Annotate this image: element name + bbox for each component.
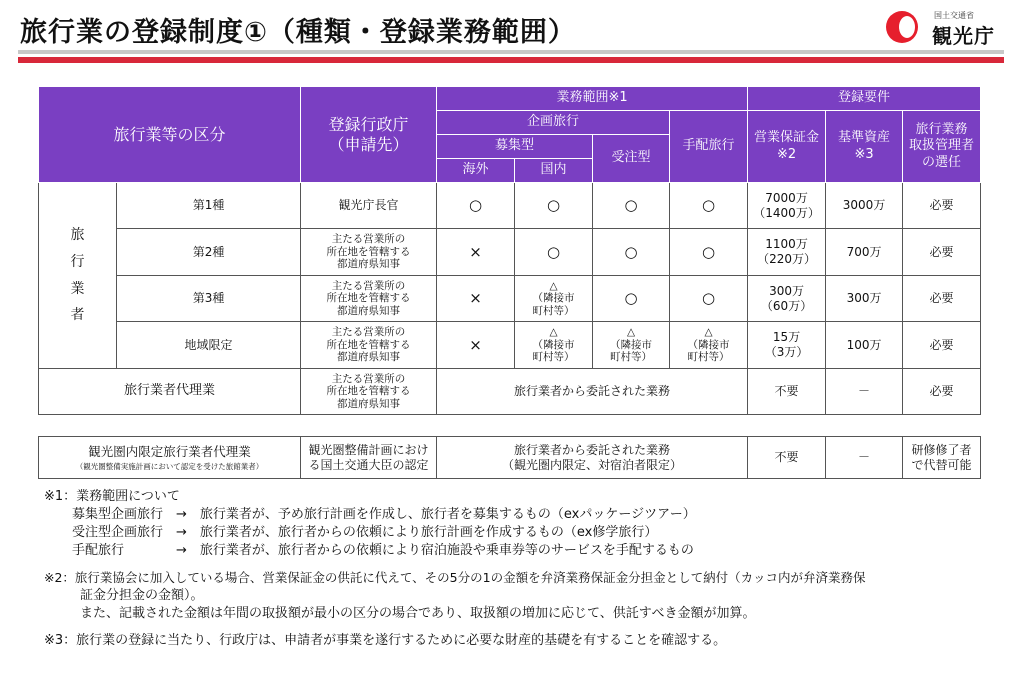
- header-category: 旅行業等の区分: [39, 87, 301, 183]
- row-kind: 第2種: [117, 229, 301, 276]
- sub-deposit: 不要: [748, 437, 826, 479]
- row-assets: 300万: [826, 276, 903, 322]
- table-row: [39, 369, 981, 415]
- sub-kind-label: 観光圏内限定旅行業者代理業: [88, 444, 251, 459]
- row-overseas: ×: [437, 229, 515, 276]
- header-scope: 業務範囲※1: [437, 87, 748, 111]
- agent-manager: 必要: [903, 369, 981, 415]
- row-overseas: ×: [437, 322, 515, 369]
- header-assets: 基準資産 ※3: [826, 111, 903, 183]
- row-overseas: ×: [437, 276, 515, 322]
- row-deposit: 1100万 （220万）: [748, 229, 826, 276]
- row-arrange: ○: [670, 183, 748, 229]
- row-deposit: 7000万 （1400万）: [748, 183, 826, 229]
- note-2-line-2: 証金分担金の金額）。: [80, 588, 204, 603]
- header-overseas: 海外: [437, 159, 515, 183]
- header-planned-travel: 企画旅行: [437, 111, 670, 135]
- title-divider-gray: [18, 50, 1004, 54]
- row-deposit: 300万 （60万）: [748, 276, 826, 322]
- footnotes: [44, 488, 865, 650]
- row-domestic: △ （隣接市 町村等）: [515, 276, 593, 322]
- sub-kind-note: （観光圏整備実施計画において認定を受けた旅館業者）: [75, 461, 264, 471]
- row-manager: 必要: [903, 183, 981, 229]
- row-order: ○: [593, 229, 670, 276]
- row-overseas: ○: [437, 183, 515, 229]
- note-3: ※3：旅行業の登録に当たり、行政庁は、申請者が事業を遂行するために必要な財産的基礎を有することを確認する。: [44, 633, 727, 648]
- sub-kind: [39, 437, 301, 479]
- logo-agency-text: 観光庁: [932, 24, 995, 48]
- table-row: [39, 322, 981, 369]
- row-order: △ （隣接市 町村等）: [593, 322, 670, 369]
- agent-assets: －: [826, 369, 903, 415]
- row-deposit: 15万 （3万）: [748, 322, 826, 369]
- agent-kind: 旅行業者代理業: [39, 369, 301, 415]
- header-manager: 旅行業務 取扱管理者 の選任: [903, 111, 981, 183]
- note-1-recruit: 募集型企画旅行 → 旅行業者が、予め旅行計画を作成し、旅行者を募集するもの（exパッケージツアー）: [72, 507, 696, 522]
- header-requirements: 登録要件: [748, 87, 981, 111]
- sub-scope: 旅行業者から委託された業務 （観光圏内限定、対宿泊者限定）: [437, 437, 748, 479]
- agent-scope: 旅行業者から委託された業務: [437, 369, 748, 415]
- registration-table: [38, 86, 981, 415]
- header-deposit: 営業保証金 ※2: [748, 111, 826, 183]
- agent-deposit: 不要: [748, 369, 826, 415]
- row-agency: 主たる営業所の 所在地を管轄する 都道府県知事: [301, 276, 437, 322]
- row-arrange: △ （隣接市 町村等）: [670, 322, 748, 369]
- note-2-line-1: ※2：旅行業協会に加入している場合、営業保証金の供託に代えて、その5分の1の金額を弁済業務保証金分担金として納付（カッコ内が弁済業務保: [44, 570, 866, 585]
- header-order: 受注型: [593, 135, 670, 183]
- note-1-arrange: 手配旅行 → 旅行業者が、旅行者からの依頼により宿泊施設や乗車券等のサービスを手配するもの: [72, 543, 694, 558]
- row-manager: 必要: [903, 229, 981, 276]
- row-manager: 必要: [903, 322, 981, 369]
- sub-agency: 観光圏整備計画におけ る国土交通大臣の認定: [301, 437, 437, 479]
- row-arrange: ○: [670, 229, 748, 276]
- row-arrange: ○: [670, 276, 748, 322]
- row-assets: 100万: [826, 322, 903, 369]
- row-kind: 地域限定: [117, 322, 301, 369]
- row-agency: 主たる営業所の 所在地を管轄する 都道府県知事: [301, 322, 437, 369]
- header-agency: 登録行政庁 （申請先）: [301, 87, 437, 183]
- page-title: 旅行業の登録制度①（種類・登録業務範囲）: [20, 17, 576, 48]
- logo-ministry-text: 国土交通省: [934, 11, 974, 20]
- row-agency: 観光庁長官: [301, 183, 437, 229]
- tourism-zone-agent-table: [38, 436, 981, 479]
- table-row: [39, 183, 981, 229]
- header-domestic: 国内: [515, 159, 593, 183]
- note-2-line-3: また、記載された金額は年間の取扱額が最小の区分の場合であり、取扱額の増加に応じて、供託すべき金額が加算。: [80, 606, 756, 621]
- row-order: ○: [593, 183, 670, 229]
- row-domestic: △ （隣接市 町村等）: [515, 322, 593, 369]
- table-row: [39, 276, 981, 322]
- row-domestic: ○: [515, 229, 593, 276]
- sub-manager: 研修修了者 で代替可能: [903, 437, 981, 479]
- row-agency: 主たる営業所の 所在地を管轄する 都道府県知事: [301, 229, 437, 276]
- row-order: ○: [593, 276, 670, 322]
- row-domestic: ○: [515, 183, 593, 229]
- header-recruit: 募集型: [437, 135, 593, 159]
- note-1-order: 受注型企画旅行 → 旅行業者が、旅行者からの依頼により旅行計画を作成するもの（ex修学旅行）: [72, 525, 658, 540]
- row-kind: 第1種: [117, 183, 301, 229]
- note-1-title: ※1：業務範囲について: [44, 489, 180, 504]
- row-kind: 第3種: [117, 276, 301, 322]
- row-manager: 必要: [903, 276, 981, 322]
- sub-assets: －: [826, 437, 903, 479]
- header-arrange: 手配旅行: [670, 111, 748, 183]
- table-row: [39, 229, 981, 276]
- group-label: 旅 行 業 者: [39, 183, 117, 369]
- logo-mark-icon: [886, 11, 918, 43]
- agent-agency: 主たる営業所の 所在地を管轄する 都道府県知事: [301, 369, 437, 415]
- agency-logo: [880, 8, 1010, 48]
- row-assets: 700万: [826, 229, 903, 276]
- row-assets: 3000万: [826, 183, 903, 229]
- title-divider-red: [18, 57, 1004, 63]
